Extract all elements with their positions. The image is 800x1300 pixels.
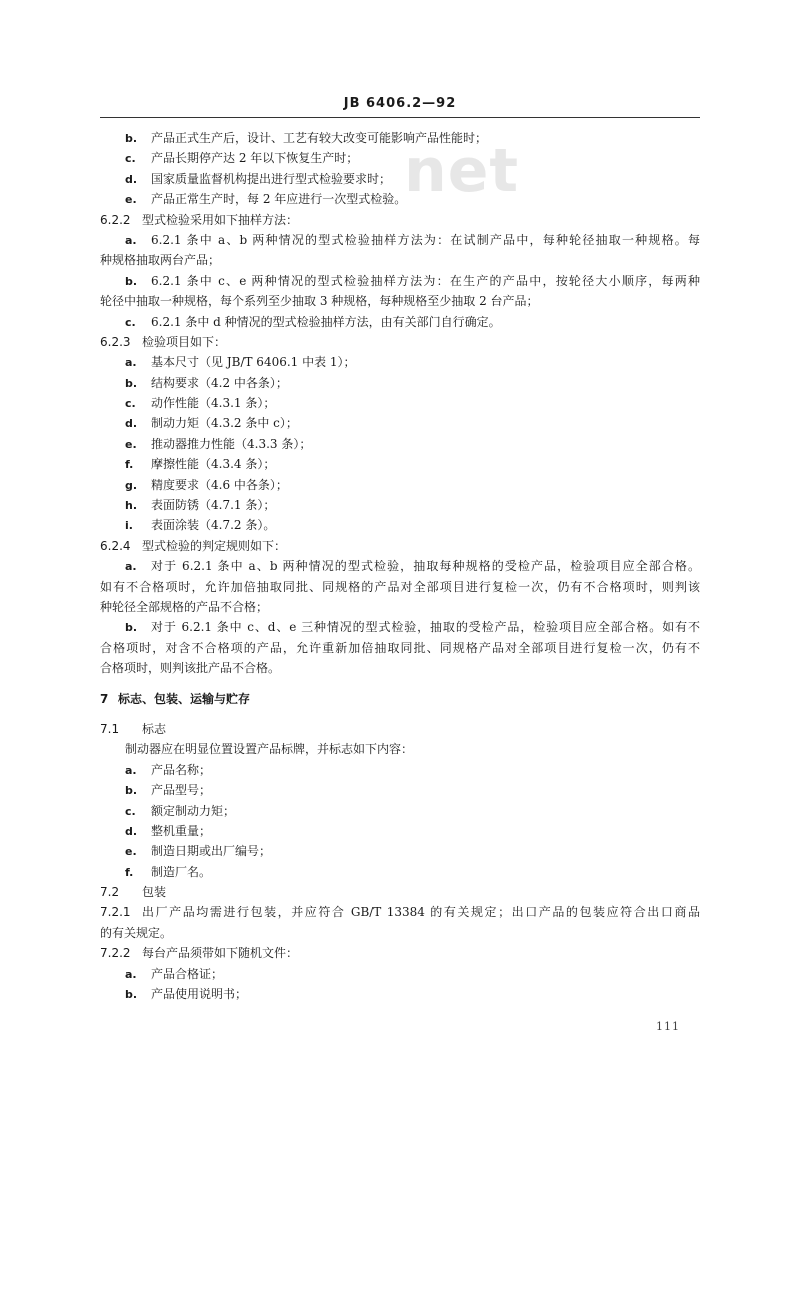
line-text: 型式检验的判定规则如下： — [142, 538, 287, 553]
list-item — [100, 271, 700, 291]
clause-number: 6.2.2 — [100, 212, 131, 227]
spacer — [100, 709, 700, 719]
list-item-label: f. — [125, 865, 134, 879]
clause-number: 7.2 — [100, 885, 120, 900]
list-item-label: a. — [125, 967, 137, 981]
list-item — [100, 434, 700, 454]
list-item-label: i. — [125, 519, 133, 533]
clause-heading — [100, 536, 700, 556]
line-text: 额定制动力矩； — [151, 803, 236, 818]
line-text: 标志、包装、运输与贮存 — [118, 691, 251, 706]
line-text: 表面涂装（4.7.2 条）。 — [151, 518, 276, 533]
line-text: 每台产品须带如下随机文件： — [142, 946, 299, 961]
list-item — [100, 556, 700, 576]
clause-heading — [100, 902, 700, 922]
clause-heading — [100, 943, 700, 963]
line-text: 摩擦性能（4.3.4 条）； — [151, 457, 276, 472]
list-item-label: d. — [125, 824, 138, 838]
continuation-line — [100, 577, 700, 597]
line-text: 制动器应在明显位置设置产品标牌，并标志如下内容： — [125, 742, 414, 757]
line-text: 产品正式生产后，设计、工艺有较大改变可能影响产品性能时； — [151, 131, 488, 145]
list-item — [100, 475, 700, 495]
list-item — [100, 801, 700, 821]
list-item — [100, 148, 700, 168]
line-text: 产品长期停产达 2 年以下恢复生产时； — [151, 151, 359, 166]
list-item-label: f. — [125, 458, 134, 472]
header-rule — [100, 117, 700, 118]
list-item-label: b. — [125, 784, 138, 798]
continuation-line — [100, 923, 700, 943]
list-item-label: b. — [125, 132, 138, 145]
document-body — [100, 128, 700, 1004]
clause-number: 6.2.3 — [100, 334, 131, 349]
line-text: 如有不合格项时，允许加倍抽取同批、同规格的产品对全部项目进行复检一次，仍有不合格项时，则判该 — [100, 579, 700, 594]
line-text: 结构要求（4.2 中各条）； — [151, 375, 288, 390]
list-item — [100, 495, 700, 515]
line-text: 的有关规定。 — [100, 925, 173, 940]
list-item-label: a. — [125, 233, 137, 247]
list-item — [100, 189, 700, 209]
clause-heading — [100, 882, 700, 902]
line-text: 轮径中抽取一种规格，每个系列至少抽取 3 种规格，每种规格至少抽取 2 台产品； — [100, 294, 539, 309]
line-text: 动作性能（4.3.1 条）； — [151, 396, 276, 411]
list-item — [100, 964, 700, 984]
continuation-line — [100, 597, 700, 617]
line-text: 对于 6.2.1 条中 a、b 两种情况的型式检验，抽取每种规格的受检产品，检验项目应全部合格。 — [151, 559, 700, 574]
list-item-label: h. — [125, 499, 138, 513]
line-text: 基本尺寸（见 JB/T 6406.1 中表 1）； — [151, 355, 356, 370]
continuation-line — [100, 250, 700, 270]
clause-number: 7.2.1 — [100, 905, 131, 920]
spacer — [100, 679, 700, 689]
list-item — [100, 128, 700, 148]
line-text: 制造日期或出厂编号； — [151, 844, 272, 859]
list-item-label: b. — [125, 274, 138, 288]
clause-number: 7.2.2 — [100, 946, 131, 961]
list-item — [100, 780, 700, 800]
list-item-label: c. — [125, 152, 136, 166]
list-item-label: e. — [125, 193, 137, 207]
line-text: 种规格抽取两台产品； — [100, 253, 221, 268]
line-text: 制动力矩（4.3.2 条中 c）； — [151, 416, 298, 431]
list-item-label: a. — [125, 356, 137, 370]
list-item — [100, 821, 700, 841]
list-item-label: e. — [125, 437, 137, 451]
list-item-label: b. — [125, 621, 138, 635]
line-text: 国家质量监督机构提出进行型式检验要求时； — [151, 171, 392, 186]
section-number: 7 — [100, 691, 109, 706]
list-item-label: b. — [125, 376, 138, 390]
watermark: net — [404, 136, 520, 206]
list-item — [100, 454, 700, 474]
list-item-label: c. — [125, 804, 136, 818]
line-text: 对于 6.2.1 条中 c、d、e 三种情况的型式检验，抽取的受检产品，检验项目应全部合格。如有不 — [151, 620, 700, 635]
list-item-label: a. — [125, 560, 137, 574]
list-item-label: d. — [125, 417, 138, 431]
clause-number: 6.2.4 — [100, 538, 131, 553]
line-text: 出厂产品均需进行包装，并应符合 GB/T 13384 的有关规定；出口产品的包装应符合出口商品 — [142, 905, 700, 920]
line-text: 检验项目如下： — [142, 334, 227, 349]
list-item — [100, 760, 700, 780]
list-item — [100, 169, 700, 189]
page-number: 111 — [656, 1020, 680, 1033]
list-item — [100, 393, 700, 413]
line-text: 包装 — [142, 885, 167, 900]
list-item — [100, 984, 700, 1004]
list-item — [100, 617, 700, 637]
list-item-label: d. — [125, 172, 138, 186]
list-item — [100, 413, 700, 433]
standard-header: JB 6406.2—92 — [343, 96, 457, 111]
line-text: 6.2.1 条中 c、e 两种情况的型式检验抽样方法为：在生产的产品中，按轮径大小顺序，每两种 — [151, 273, 700, 288]
line-text: 整机重量； — [151, 823, 212, 838]
clause-heading — [100, 210, 700, 230]
line-text: 精度要求（4.6 中各条）； — [151, 477, 288, 492]
list-item — [100, 373, 700, 393]
clause-heading — [100, 719, 700, 739]
section-heading — [100, 689, 700, 709]
clause-number: 7.1 — [100, 721, 120, 736]
continuation-line — [100, 658, 700, 678]
list-item-label: c. — [125, 315, 136, 329]
list-item — [100, 230, 700, 250]
list-item — [100, 352, 700, 372]
list-item-label: b. — [125, 988, 138, 1002]
line-text: 合格项时，对含不合格项的产品，允许重新加倍抽取同批、同规格产品对全部项目进行复检一次，仍有不 — [100, 640, 700, 655]
line-text: 型式检验采用如下抽样方法： — [142, 212, 299, 227]
line-text: 产品型号； — [151, 783, 212, 798]
line-text: 产品合格证； — [151, 966, 224, 981]
line-text: 合格项时，则判该批产品不合格。 — [100, 661, 281, 676]
line-text: 产品名称； — [151, 762, 212, 777]
list-item-label: g. — [125, 478, 138, 492]
paragraph — [100, 739, 700, 759]
line-text: 产品使用说明书； — [151, 987, 248, 1002]
line-text: 表面防锈（4.7.1 条）； — [151, 498, 276, 513]
list-item — [100, 862, 700, 882]
list-item — [100, 515, 700, 535]
line-text: 推动器推力性能（4.3.3 条）； — [151, 436, 312, 451]
continuation-line — [100, 291, 700, 311]
clause-heading — [100, 332, 700, 352]
list-item — [100, 841, 700, 861]
list-item-label: c. — [125, 397, 136, 411]
line-text: 标志 — [142, 721, 167, 736]
continuation-line — [100, 638, 700, 658]
line-text: 产品正常生产时，每 2 年应进行一次型式检验。 — [151, 192, 407, 207]
line-text: 种轮径全部规格的产品不合格； — [100, 599, 269, 614]
line-text: 制造厂名。 — [151, 864, 212, 879]
list-item — [100, 312, 700, 332]
line-text: 6.2.1 条中 d 种情况的型式检验抽样方法，由有关部门自行确定。 — [151, 314, 501, 329]
list-item-label: a. — [125, 763, 137, 777]
line-text: 6.2.1 条中 a、b 两种情况的型式检验抽样方法为：在试制产品中，每种轮径抽取一种规格。每 — [151, 232, 700, 247]
list-item-label: e. — [125, 845, 137, 859]
